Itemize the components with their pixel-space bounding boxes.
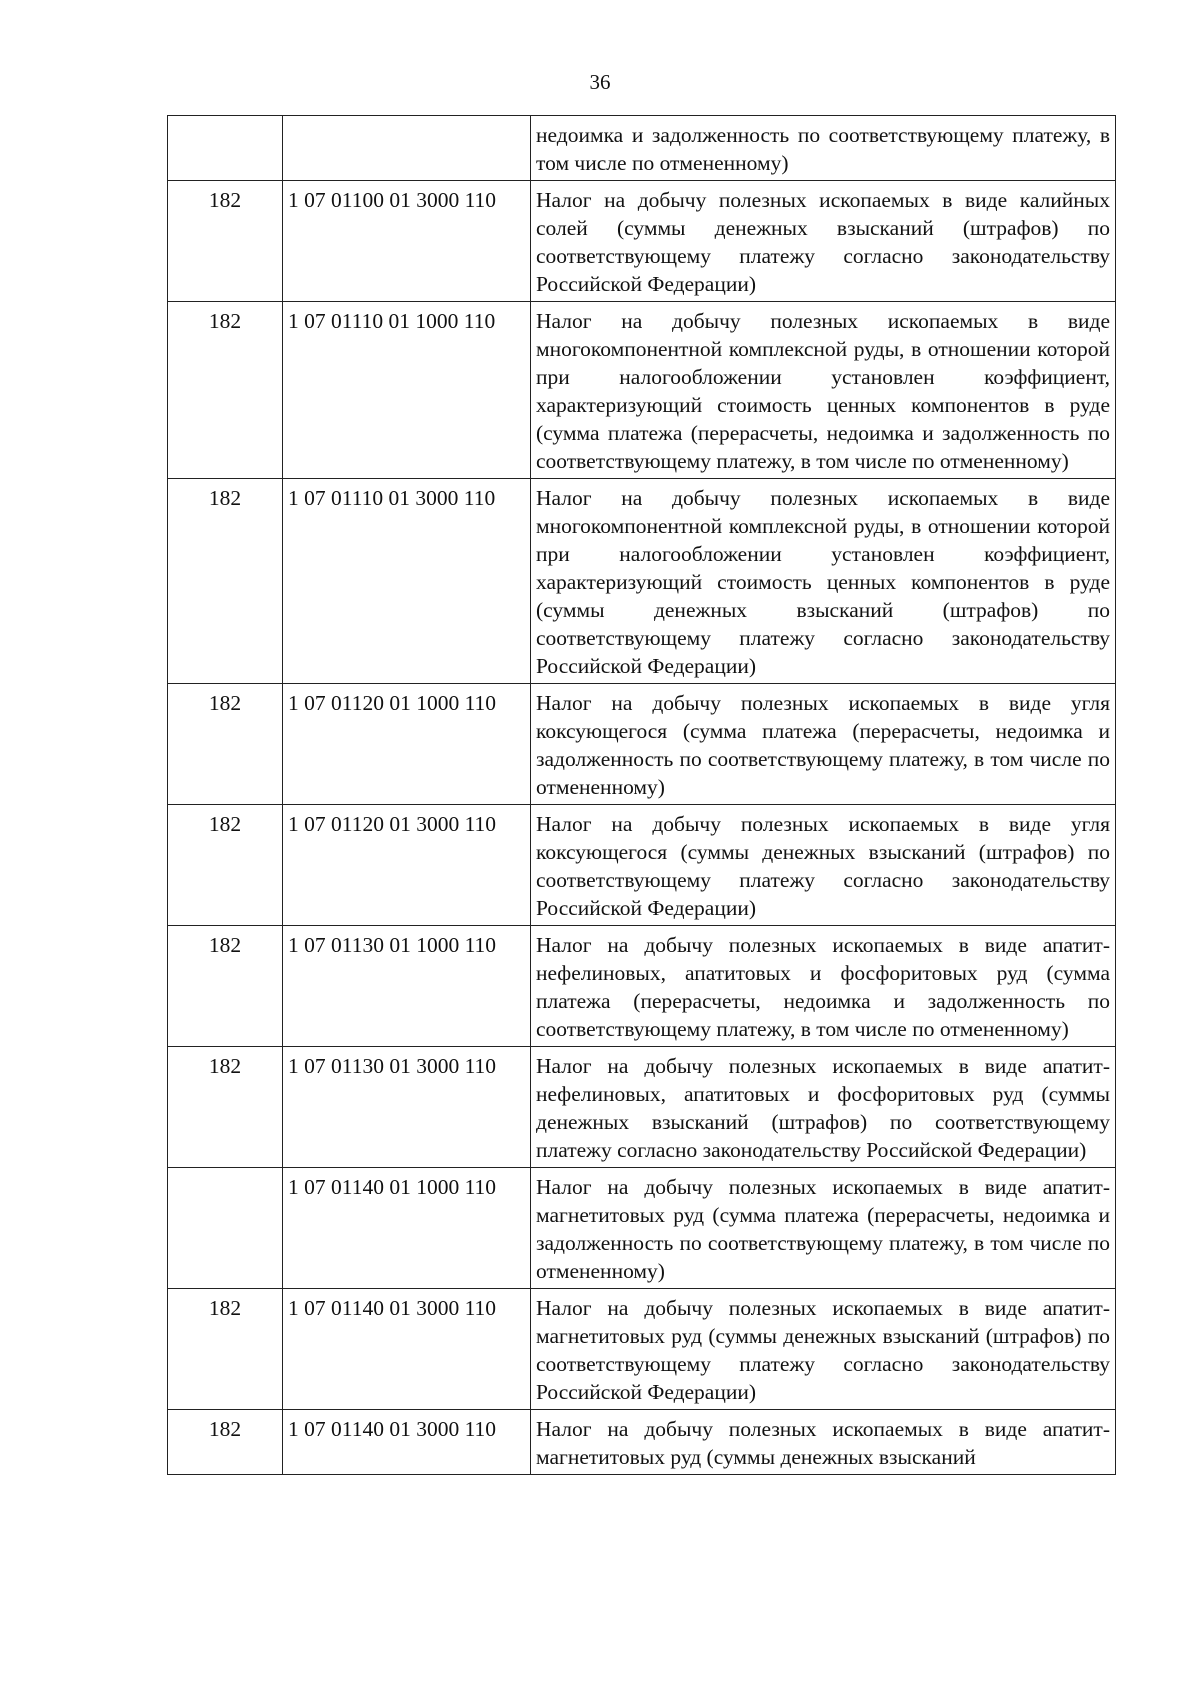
table-row	[168, 116, 1116, 181]
admin-code-cell: 182	[168, 181, 283, 302]
classification-code-cell: 1 07 01140 01 3000 110	[283, 1410, 531, 1475]
classification-code-cell	[283, 116, 531, 181]
description-cell: Налог на добычу полезных ископаемых в виде апатит-нефелиновых, апатитовых и фосфоритовых руд (сумма платежа (перерасчеты, недоимка и задолженность по соответствующему платежу, в том числе по отмененному)	[531, 926, 1116, 1047]
budget-classification-table	[167, 115, 1116, 1475]
description-cell: Налог на добычу полезных ископаемых в виде угля коксующегося (суммы денежных взысканий (штрафов) по соответствующему платежу согласно законодательству Российской Федерации)	[531, 805, 1116, 926]
table-row	[168, 805, 1116, 926]
description-cell: Налог на добычу полезных ископаемых в виде многокомпонентной комплексной руды, в отношении которой при налогообложении установлен коэффициент, характеризующий стоимость ценных компонентов в руде (суммы денежных взысканий (штрафов) по соответствующему платежу согласно законодательству Российской Федерации)	[531, 479, 1116, 684]
classification-code-cell: 1 07 01140 01 1000 110	[283, 1168, 531, 1289]
table-row	[168, 302, 1116, 479]
admin-code-cell: 182	[168, 805, 283, 926]
classification-code-cell: 1 07 01110 01 1000 110	[283, 302, 531, 479]
table-row	[168, 1047, 1116, 1168]
admin-code-cell: 182	[168, 684, 283, 805]
description-cell: недоимка и задолженность по соответствующему платежу, в том числе по отмененному)	[531, 116, 1116, 181]
page-number: 36	[589, 70, 611, 94]
table-row	[168, 1289, 1116, 1410]
classification-code-cell: 1 07 01130 01 1000 110	[283, 926, 531, 1047]
classification-code-cell: 1 07 01120 01 1000 110	[283, 684, 531, 805]
description-cell: Налог на добычу полезных ископаемых в виде угля коксующегося (сумма платежа (перерасчеты, недоимка и задолженность по соответствующему платежу, в том числе по отмененному)	[531, 684, 1116, 805]
description-cell: Налог на добычу полезных ископаемых в виде апатит-магнетитовых руд (сумма платежа (перерасчеты, недоимка и задолженность по соответствующему платежу, в том числе по отмененному)	[531, 1168, 1116, 1289]
admin-code-cell	[168, 116, 283, 181]
classification-code-cell: 1 07 01120 01 3000 110	[283, 805, 531, 926]
admin-code-cell: 182	[168, 926, 283, 1047]
table-row	[168, 181, 1116, 302]
description-cell: Налог на добычу полезных ископаемых в виде апатит-магнетитовых руд (суммы денежных взысканий	[531, 1410, 1116, 1475]
classification-code-cell: 1 07 01100 01 3000 110	[283, 181, 531, 302]
admin-code-cell: 182	[168, 302, 283, 479]
admin-code-cell: 182	[168, 1047, 283, 1168]
description-cell: Налог на добычу полезных ископаемых в виде многокомпонентной комплексной руды, в отношении которой при налогообложении установлен коэффициент, характеризующий стоимость ценных компонентов в руде (сумма платежа (перерасчеты, недоимка и задолженность по соответствующему платежу, в том числе по отмененному)	[531, 302, 1116, 479]
classification-code-cell: 1 07 01130 01 3000 110	[283, 1047, 531, 1168]
admin-code-cell: 182	[168, 1289, 283, 1410]
classification-code-cell: 1 07 01110 01 3000 110	[283, 479, 531, 684]
table-row	[168, 1410, 1116, 1475]
table-row	[168, 479, 1116, 684]
table-row	[168, 926, 1116, 1047]
table-row	[168, 1168, 1116, 1289]
description-cell: Налог на добычу полезных ископаемых в виде апатит-магнетитовых руд (суммы денежных взысканий (штрафов) по соответствующему платежу согласно законодательству Российской Федерации)	[531, 1289, 1116, 1410]
classification-code-cell: 1 07 01140 01 3000 110	[283, 1289, 531, 1410]
table-row	[168, 684, 1116, 805]
admin-code-cell	[168, 1168, 283, 1289]
description-cell: Налог на добычу полезных ископаемых в виде апатит-нефелиновых, апатитовых и фосфоритовых руд (суммы денежных взысканий (штрафов) по соответствующему платежу согласно законодательству Российской Федерации)	[531, 1047, 1116, 1168]
description-cell: Налог на добычу полезных ископаемых в виде калийных солей (суммы денежных взысканий (штрафов) по соответствующему платежу согласно законодательству Российской Федерации)	[531, 181, 1116, 302]
admin-code-cell: 182	[168, 1410, 283, 1475]
admin-code-cell: 182	[168, 479, 283, 684]
